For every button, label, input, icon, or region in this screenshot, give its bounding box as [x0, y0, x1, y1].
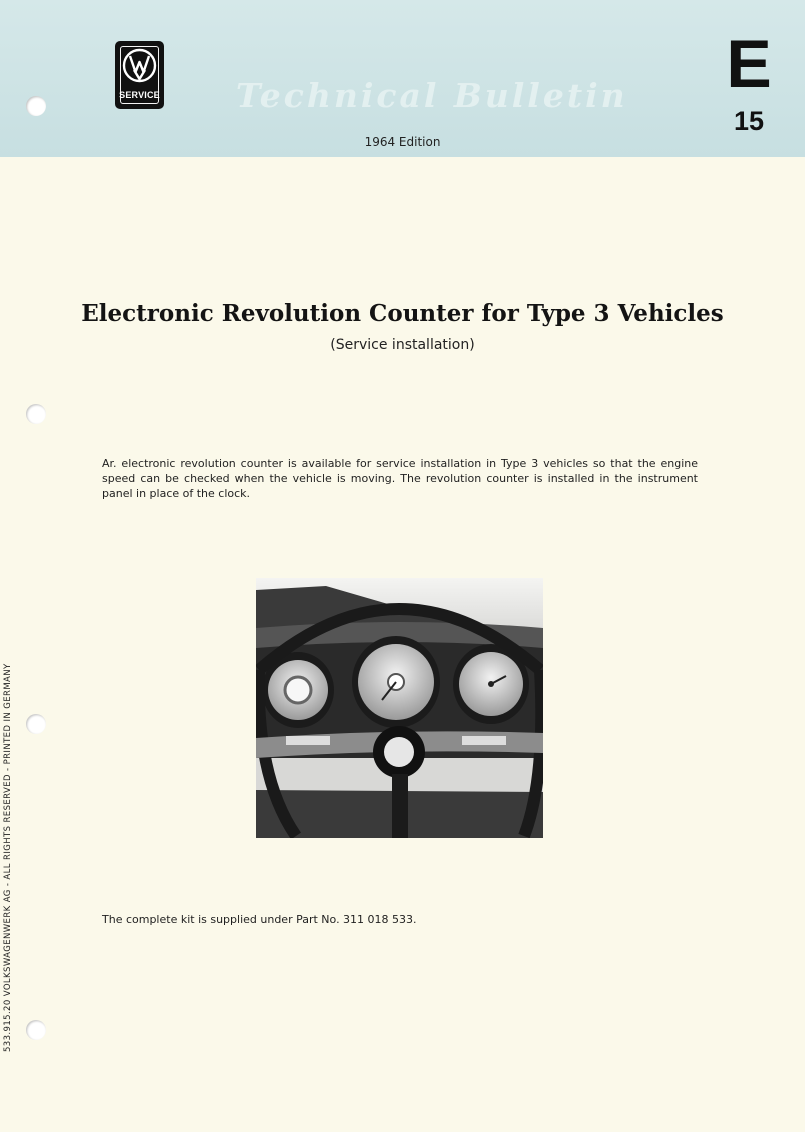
punch-hole — [26, 1020, 46, 1040]
punch-hole — [26, 714, 46, 734]
document-subtitle: (Service installation) — [330, 337, 475, 353]
section-number: 15 — [733, 106, 765, 136]
punch-hole — [26, 96, 46, 116]
kit-part-number-note: The complete kit is supplied under Part No. 311 018 533. — [102, 913, 417, 926]
vw-emblem-icon — [122, 48, 157, 83]
edition-label: 1964 Edition — [364, 135, 441, 149]
side-imprint: 533.915.20 VOLKSWAGENWERK AG - ALL RIGHTS RESERVED - PRINTED IN GERMANY — [3, 663, 13, 1052]
punch-hole — [26, 404, 46, 424]
vw-service-logo — [115, 41, 164, 109]
logo-service-text: SERVICE — [119, 90, 160, 100]
intro-paragraph: Ar. electronic revolution counter is available for service installation in Type 3 vehicles so that the engine speed can be checked when the vehicle is moving. The revolution counter is installed in the instrument panel in place of the clock. — [102, 457, 698, 500]
document-title: Electronic Revolution Counter for Type 3 Vehicles — [81, 300, 724, 327]
section-letter: E — [726, 26, 772, 102]
bulletin-title: Technical Bulletin — [236, 76, 628, 115]
dashboard-photo — [256, 578, 543, 838]
